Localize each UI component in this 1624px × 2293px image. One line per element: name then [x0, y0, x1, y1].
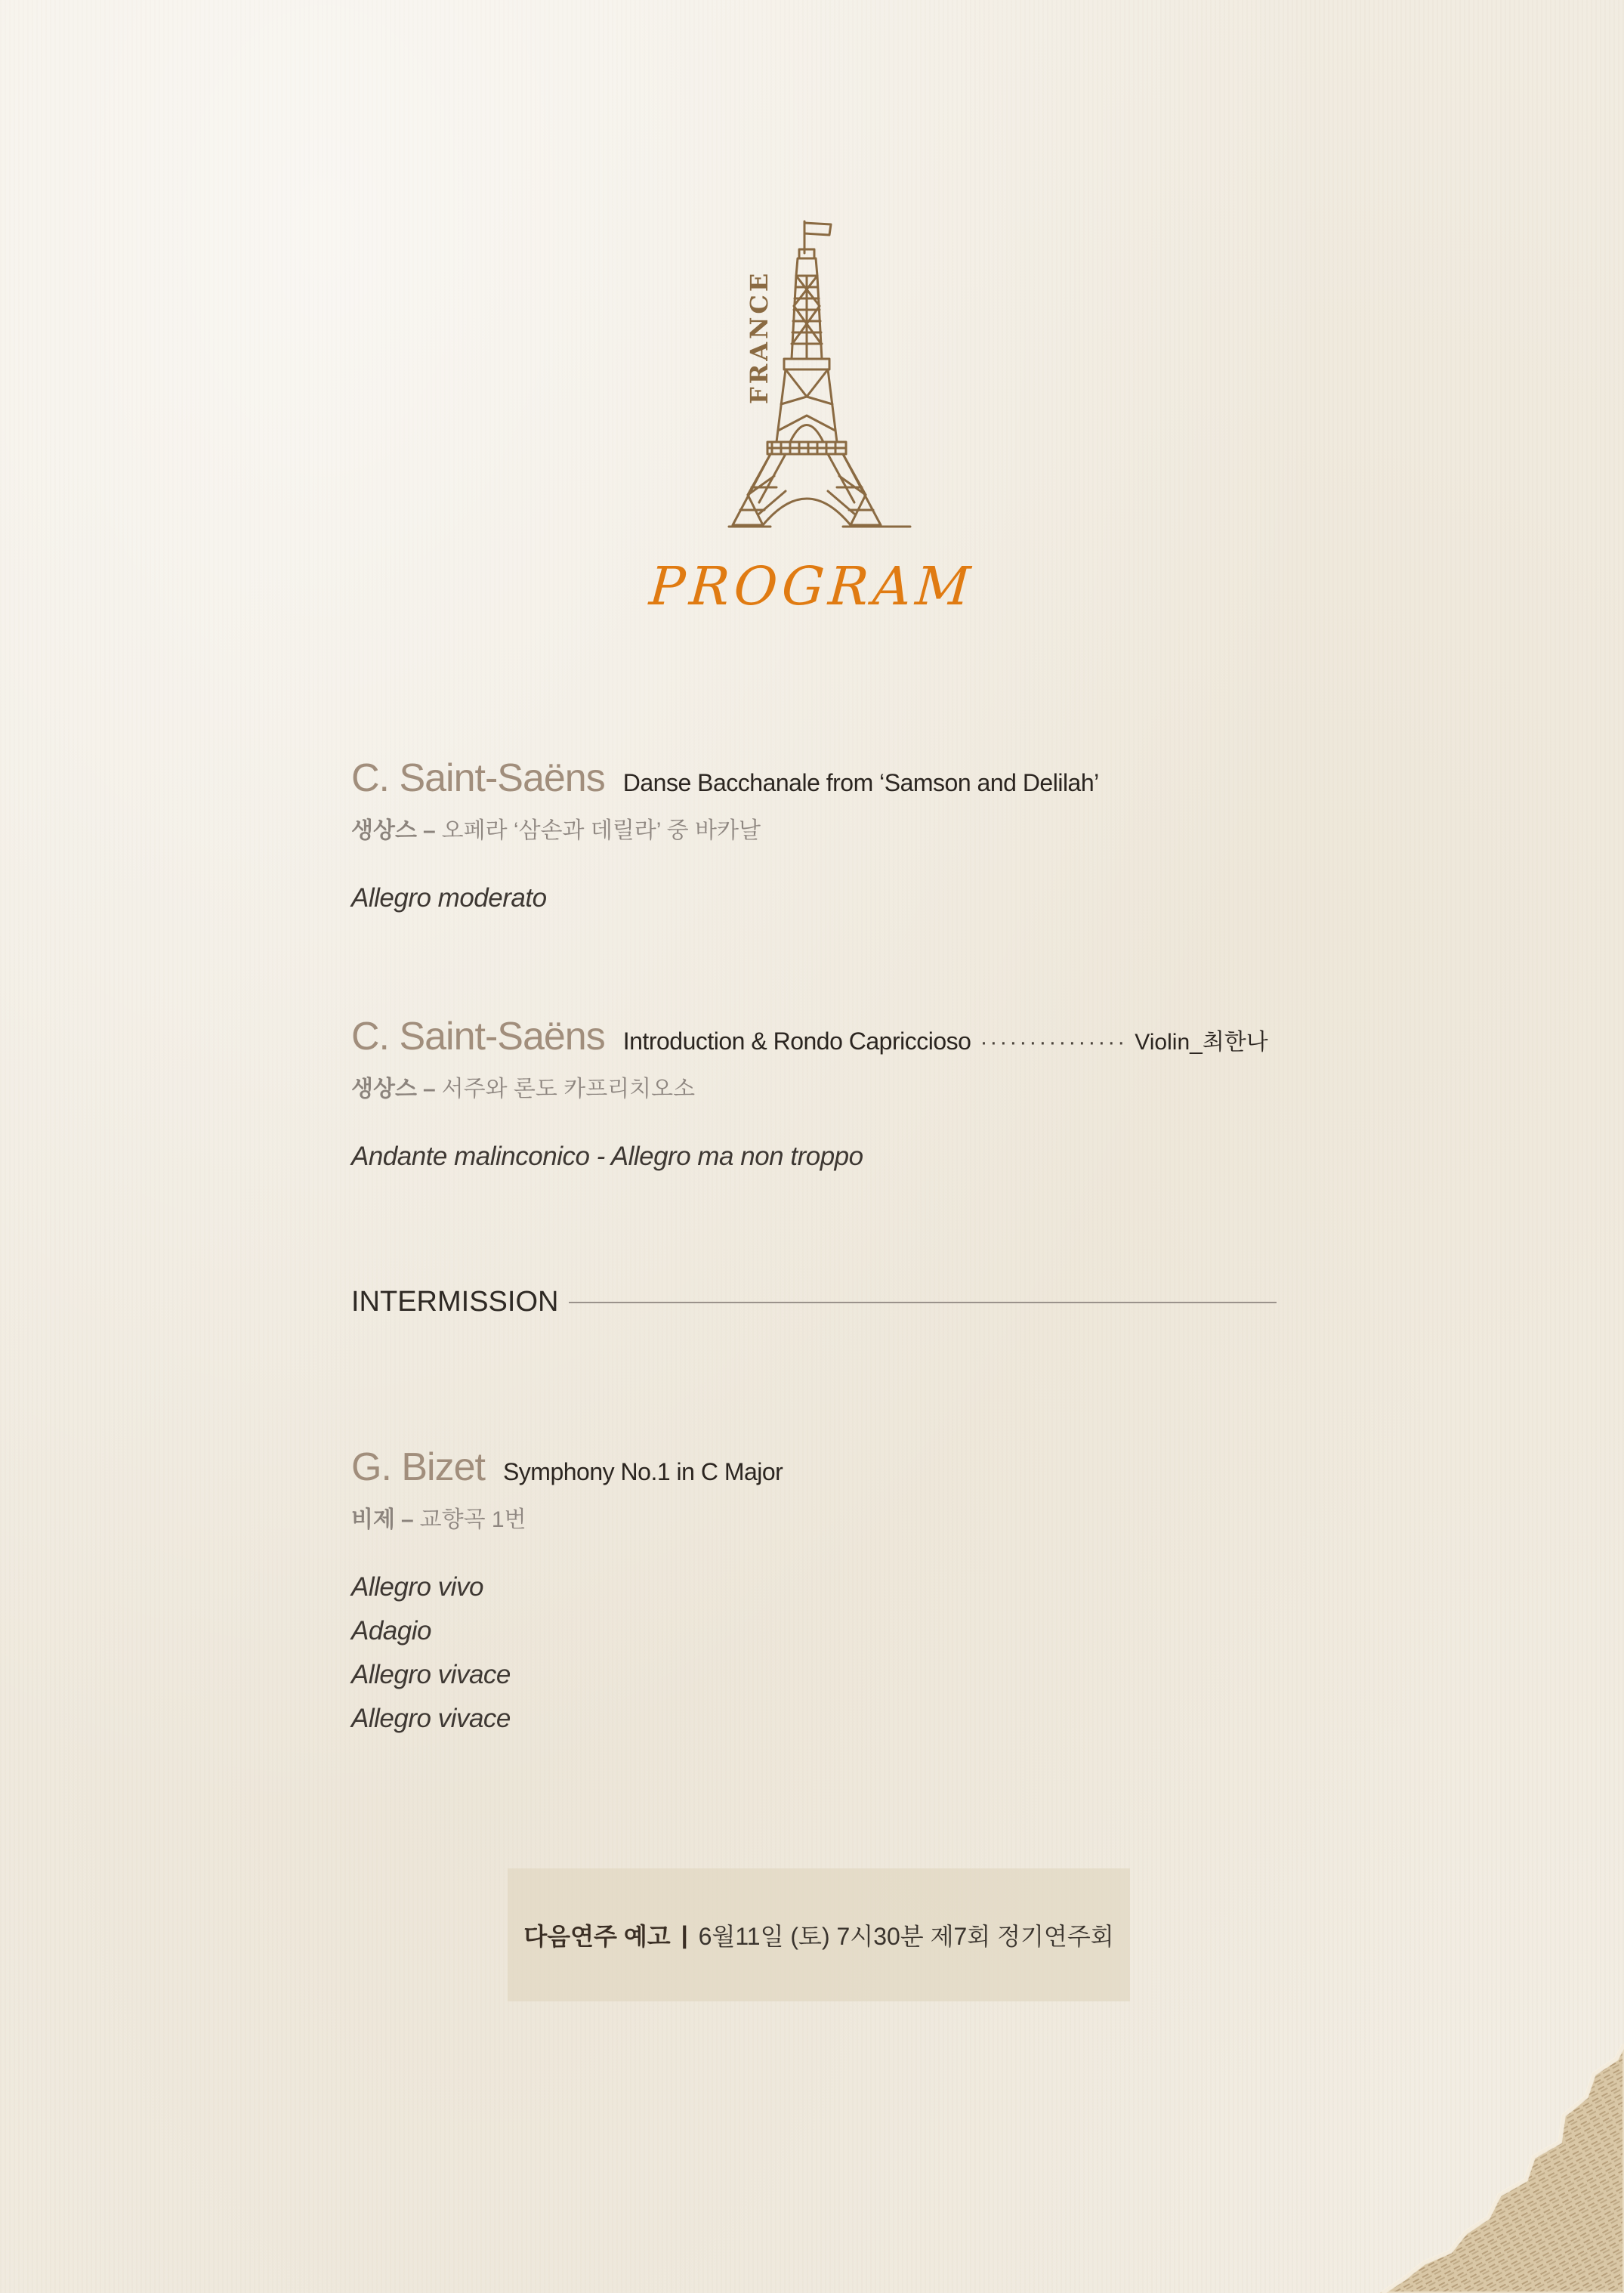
piece-heading: [351, 1014, 1280, 1059]
program-piece: [351, 756, 1280, 920]
notice-label: 다음연주 예고: [523, 1923, 671, 1950]
notice-text: 6월11일 (토) 7시30분 제7회 정기연주회: [698, 1923, 1114, 1950]
movement: Andante malinconico - Allegro ma non troppo: [351, 1142, 863, 1171]
page-title: PROGRAM: [647, 555, 977, 617]
next-concert-notice: [508, 1868, 1130, 2001]
program-piece: [351, 1014, 1280, 1179]
movement: Adagio: [351, 1616, 431, 1646]
korean-dash: –: [422, 818, 436, 843]
work-title: Danse Bacchanale from ‘Samson and Delilah’: [622, 769, 1099, 796]
movement-list: [351, 1135, 1280, 1179]
composer-name: G. Bizet: [351, 1445, 485, 1489]
tower-label: FRANCE: [745, 270, 773, 404]
notice-separator: |: [681, 1921, 688, 1948]
korean-work: 서주와 론도 카프리치오소: [441, 1077, 696, 1102]
movement: Allegro vivo: [351, 1572, 483, 1602]
korean-work: 교향곡 1번: [419, 1507, 526, 1532]
intermission-divider: [351, 1286, 1277, 1318]
movement-list: [351, 1565, 1280, 1741]
piece-heading: [351, 756, 1280, 801]
composer-name: C. Saint-Saëns: [351, 756, 605, 800]
korean-subtitle: [351, 1500, 1280, 1534]
korean-dash: –: [400, 1507, 414, 1532]
korean-subtitle: [351, 811, 1280, 845]
intermission-label: INTERMISSION: [351, 1286, 559, 1318]
eiffel-tower-icon: [718, 215, 922, 533]
piece-heading: [351, 1445, 1280, 1490]
soloist-name: Violin_최한나: [1135, 1030, 1268, 1055]
torn-newspaper-corner: [1261, 2044, 1624, 2293]
intermission-rule: [569, 1302, 1277, 1303]
work-title: Introduction & Rondo Capriccioso: [622, 1028, 971, 1055]
work-title: Symphony No.1 in C Major: [502, 1458, 783, 1485]
movement: Allegro vivace: [351, 1660, 511, 1689]
movement: Allegro moderato: [351, 883, 547, 913]
korean-dash: –: [422, 1077, 436, 1102]
korean-subtitle: [351, 1070, 1280, 1103]
movement-list: [351, 876, 1280, 920]
program-piece: [351, 1445, 1280, 1741]
korean-work: 오페라 ‘삼손과 데릴라’ 중 바카날: [441, 818, 761, 843]
korean-composer: 생상스: [351, 818, 417, 843]
korean-composer: 비제: [351, 1507, 395, 1532]
dot-leader: ···············: [980, 1030, 1128, 1055]
movement: Allegro vivace: [351, 1704, 511, 1733]
composer-name: C. Saint-Saëns: [351, 1015, 605, 1058]
korean-composer: 생상스: [351, 1077, 417, 1102]
